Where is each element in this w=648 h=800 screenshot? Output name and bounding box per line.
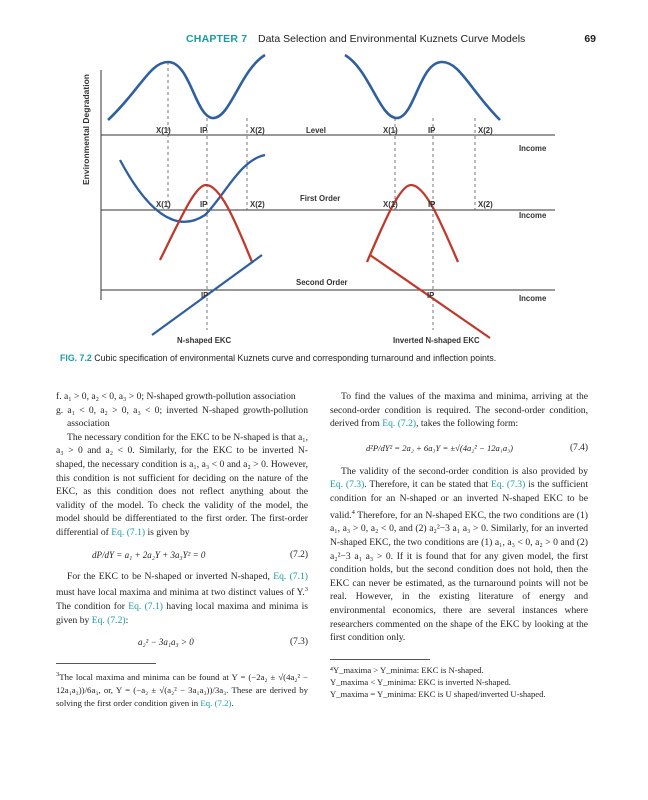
footnote-rule <box>330 659 430 660</box>
label-x2-level-inv: X(2) <box>478 126 493 135</box>
footnote-line: Y_maxima < Y_minima: EKC is inverted N-shaped. <box>330 676 511 687</box>
figure-caption <box>60 352 580 364</box>
list-item-g: g. a₁ < 0, a₂ > 0, a₃ < 0; inverted N-shaped growth-pollution association <box>56 404 308 430</box>
label-ip-second-n: IP <box>201 291 209 300</box>
label-x2-first-inv: X(2) <box>478 200 493 209</box>
footnote-3: $^3$The local maxima and minima can be found at Y = (−2a₂ ± √(4a₂² − 12a₁a₃))/6a₃, or, Y = (−a₂ ± √(a₂² − 3a₁a₃))/3a₃. These are derived by solving the first order condition given in Eq. (7.2). <box>56 671 308 709</box>
chapter-label: CHAPTER 7 <box>186 33 248 45</box>
equation-7-2: dP/dY = a₁ + 2a₂Y + 3a₃Y² = 0 (7.2) <box>92 549 308 560</box>
label-x1-first-inv: X(1) <box>383 200 398 209</box>
paragraph: To find the values of the maxima and minima, arriving at the second-order condition is required. The second-order condition, derived from Eq. (7.2), takes the following form: <box>330 391 588 430</box>
inverted-n-shaped-ekc-label: Inverted N-shaped EKC <box>393 336 480 345</box>
paragraph: For the EKC to be N-shaped or inverted N-shaped, Eq. (7.1) must have local maxima and minima at two distinct values of Y.$^3$ The condition for Eq. (7.1) having local maxima and minima is given by Eq. (7.2): <box>56 570 308 626</box>
eq-link[interactable]: Eq. (7.2) <box>382 418 417 430</box>
n-shaped-curve <box>108 55 265 120</box>
label-x2-level-n: X(2) <box>250 126 265 135</box>
label-ip-first-n: IP <box>200 200 208 209</box>
panel-label-level: Level <box>306 126 326 135</box>
income-label-first: Income <box>519 211 547 220</box>
income-label-second: Income <box>519 294 547 303</box>
label-ip-level-n: IP <box>200 126 208 135</box>
label-ip-second-inv: IP <box>427 291 435 300</box>
equation-7-3: a₂² − 3a₁a₃ > 0 (7.3) <box>138 637 308 648</box>
left-column <box>56 390 308 710</box>
inverted-n-curve <box>345 55 500 120</box>
right-column <box>330 390 588 700</box>
panel-label-second-order: Second Order <box>296 278 348 287</box>
first-order-curve-inv2 <box>367 185 458 262</box>
caption-text: Cubic specification of environmental Kuznets curve and corresponding turnaround and inflection points. <box>94 353 497 363</box>
ekc-figure <box>0 0 648 350</box>
caption-label: FIG. 7.2 <box>60 353 92 363</box>
paragraph: The validity of the second-order condition is also provided by Eq. (7.3). Therefore, it can be stated that Eq. (7.3) is the sufficient condition for an N-shaped or an inverted N-shaped EKC to be valid.$^4$ Therefore, for an N-shaped EKC, the two conditions are (1) a₁, a₃ > 0, a₂ < 0, and (2) a₂²−3 a₁ a₃ > 0. Similarly, for an inverted N-shaped EKC, the two conditions are (1) a₁, a₃ < 0, a₂ > 0 and (2) a₂²−3 a₁ a₃ > 0. If it is found that for any given model, the first condition holds, but the second condition does not hold, then the EKC can never be estimated, as the turnaround points will not be real. However, in the existing literature of energy and environmental economics, there are several instances where researchers commented on the shape of the EKC by looking at the first condition only. <box>330 465 588 644</box>
label-ip-level-inv: IP <box>428 126 436 135</box>
paragraph: The necessary condition for the EKC to be N-shaped is that a₁, a₃ > 0 and a₂ < 0. Similarly, for the EKC to be inverted N-shaped, the necessary condition is a₁, a₃ < 0 and a₂ > 0. However, this condition is not sufficient for deciding on the nature of the EKC, as this condition does not reflect anything about the validity of the model. To check the validity of the model, the model should be differentiated to the first order. The first-order differential of Eq. (7.1) is given by <box>56 431 308 538</box>
label-x2-first-n: X(2) <box>250 200 265 209</box>
n-shaped-ekc-label: N-shaped EKC <box>177 336 232 345</box>
y-axis-label: Environmental Degradation <box>81 74 91 185</box>
eq-link[interactable]: Eq. (7.2) <box>91 614 126 626</box>
panel-label-first-order: First Order <box>300 194 341 203</box>
label-x1-level-n: X(1) <box>156 126 171 135</box>
first-order-curve-n <box>120 155 265 222</box>
chapter-title: Data Selection and Environmental Kuznets Curve Models <box>258 33 526 45</box>
label-x1-first-n: X(1) <box>156 200 171 209</box>
page-number: 69 <box>584 33 596 45</box>
eq-link[interactable]: Eq. (7.1) <box>111 526 146 538</box>
footnote-line: Y_maxima = Y_minima: EKC is U shaped/inverted U-shaped. <box>330 688 546 699</box>
eq-link[interactable]: Eq. (7.3) <box>330 479 365 491</box>
footnote-rule <box>56 663 156 664</box>
income-label-level: Income <box>519 144 547 153</box>
eq-link[interactable]: Eq. (7.2) <box>200 698 232 709</box>
eq-link[interactable]: Eq. (7.3) <box>491 479 526 491</box>
footnote-4 <box>330 664 588 700</box>
eq-link[interactable]: Eq. (7.1) <box>128 600 163 612</box>
equation-7-4: d²P/dY² = 2a₂ + 6a₃Y = ±√(4a₂² − 12a₁a₃) (7.4) <box>366 442 588 453</box>
label-x1-level-inv: X(1) <box>383 126 398 135</box>
first-order-curve-inv <box>160 185 252 262</box>
list-item-f: f. a₁ > 0, a₂ < 0, a₃ > 0; N-shaped growth-pollution association <box>56 391 296 402</box>
label-ip-first-inv: IP <box>428 200 436 209</box>
footnote-line: ⁴Y_maxima > Y_minima: EKC is N-shaped. <box>330 664 484 675</box>
eq-link[interactable]: Eq. (7.1) <box>273 570 308 582</box>
